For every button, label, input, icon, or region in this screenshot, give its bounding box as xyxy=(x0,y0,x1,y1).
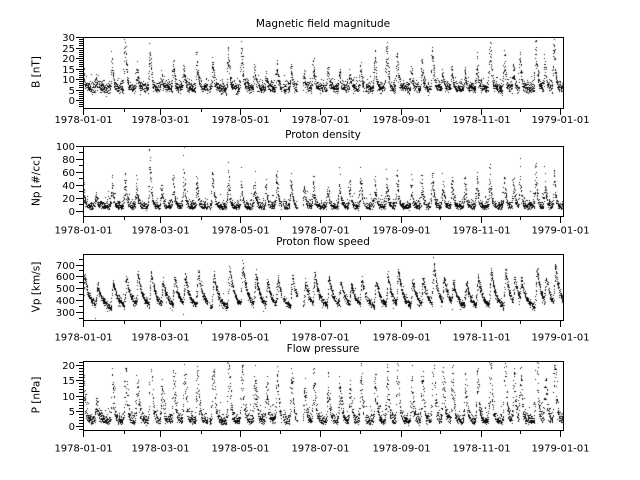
x-tick-label: 1978-07-01 xyxy=(291,115,350,126)
panel-title-magnetic-field-magnitude: Magnetic field magnitude xyxy=(255,18,391,30)
y-axis-label-b-nt: B [nT] xyxy=(30,56,43,88)
plot-box xyxy=(84,38,564,109)
x-tick-label: 1979-01-01 xyxy=(531,443,590,455)
y-tick-label: 20 xyxy=(62,361,75,372)
x-tick-label: 1978-03-01 xyxy=(131,115,190,126)
y-tick-label: 300 xyxy=(55,308,75,319)
x-tick-label: 1978-01-01 xyxy=(54,332,113,344)
y-tick-label: 0 xyxy=(68,422,75,433)
y-tick-label: 700 xyxy=(55,261,75,272)
y-tick-label: 80 xyxy=(62,155,75,166)
plot-box xyxy=(84,362,564,431)
x-tick-label: 1978-03-01 xyxy=(131,225,190,237)
y-tick-label: 40 xyxy=(62,181,75,192)
x-tick-label: 1978-01-01 xyxy=(54,443,113,455)
y-tick-label: 60 xyxy=(62,168,75,179)
x-tick-label: 1978-07-01 xyxy=(291,332,350,344)
x-tick-label: 1978-03-01 xyxy=(131,332,190,344)
x-tick-label: 1978-09-01 xyxy=(372,443,431,455)
x-tick-label: 1979-01-01 xyxy=(531,332,590,344)
x-tick-label: 1978-11-01 xyxy=(452,332,511,344)
x-tick-label: 1979-01-01 xyxy=(531,115,590,126)
x-tick-label: 1978-07-01 xyxy=(291,225,350,237)
x-tick-label: 1978-03-01 xyxy=(131,443,190,455)
x-tick-label: 1979-01-01 xyxy=(531,225,590,237)
y-tick-label: 20 xyxy=(62,54,75,65)
x-tick-label: 1978-11-01 xyxy=(452,443,511,455)
y-tick-label: 100 xyxy=(55,142,75,153)
y-tick-label: 25 xyxy=(62,44,75,55)
x-tick-label: 1978-11-01 xyxy=(452,225,511,237)
y-axis-label-np-cc: Np [#/cc] xyxy=(30,156,43,206)
y-axis-label-p-npa: P [nPa] xyxy=(30,376,43,414)
y-tick-label: 10 xyxy=(62,392,75,403)
plot-box xyxy=(84,147,564,217)
panel-title-flow-pressure: Flow pressure xyxy=(286,343,360,355)
y-tick-label: 30 xyxy=(62,33,75,44)
plot-box xyxy=(84,255,564,321)
y-tick-label: 0 xyxy=(68,207,75,218)
x-tick-label: 1978-07-01 xyxy=(291,443,350,455)
y-tick-label: 500 xyxy=(55,284,75,295)
y-tick-label: 5 xyxy=(68,407,75,418)
x-tick-label: 1978-09-01 xyxy=(372,225,431,237)
x-tick-label: 1978-09-01 xyxy=(372,115,431,126)
x-tick-label: 1978-11-01 xyxy=(452,115,511,126)
panel-title-proton-density: Proton density xyxy=(285,129,361,141)
y-tick-label: 5 xyxy=(68,86,75,97)
y-tick-label: 15 xyxy=(62,65,75,76)
y-tick-label: 0 xyxy=(68,96,75,107)
panel-title-proton-flow-speed: Proton flow speed xyxy=(276,236,370,248)
x-tick-label: 1978-05-01 xyxy=(211,443,270,455)
x-tick-label: 1978-09-01 xyxy=(372,332,431,344)
x-tick-label: 1978-05-01 xyxy=(211,332,270,344)
y-tick-label: 400 xyxy=(55,296,75,307)
y-tick-label: 15 xyxy=(62,376,75,387)
x-tick-label: 1978-01-01 xyxy=(54,115,113,126)
y-tick-label: 20 xyxy=(62,194,75,205)
y-tick-label: 600 xyxy=(55,272,75,283)
x-tick-label: 1978-01-01 xyxy=(54,225,113,237)
x-tick-label: 1978-05-01 xyxy=(211,225,270,237)
x-tick-label: 1978-05-01 xyxy=(211,115,270,126)
y-tick-label: 10 xyxy=(62,75,75,86)
y-axis-label-vp-kms: Vp [km/s] xyxy=(30,261,43,313)
